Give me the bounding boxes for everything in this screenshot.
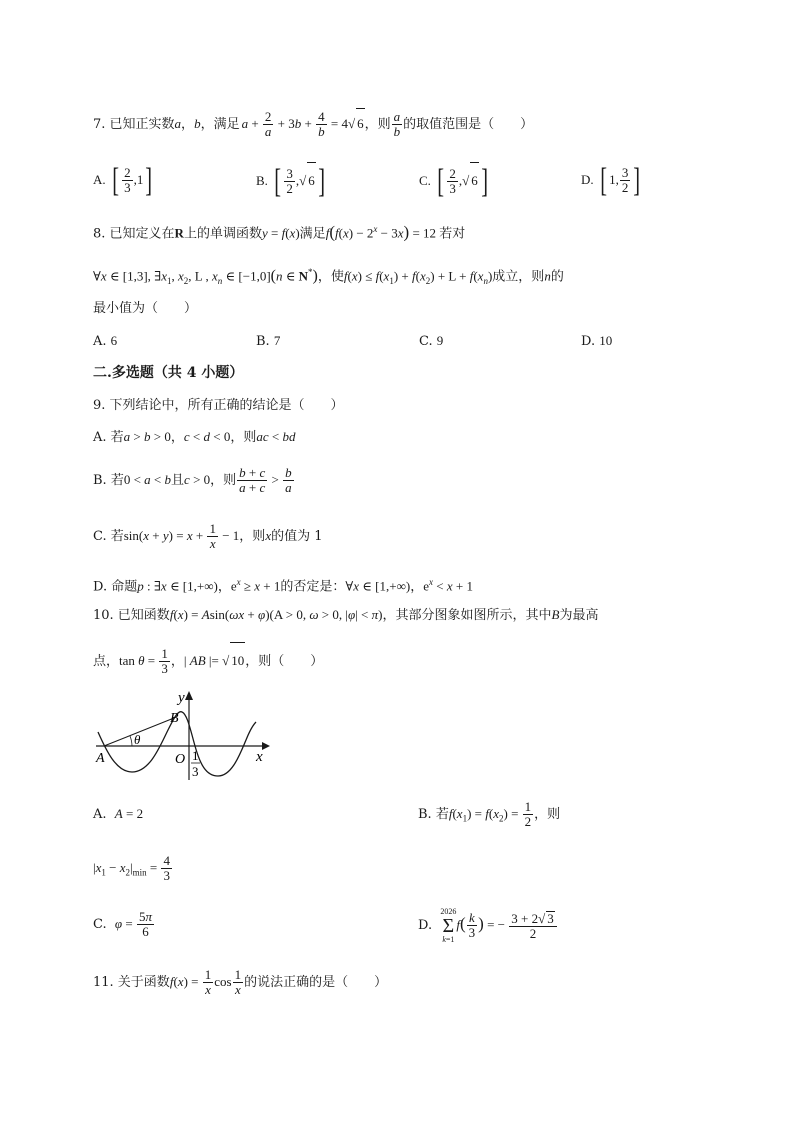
q10-option-b: B. 若$f(x_1) = f(x_2)$ = $\frac{1}{2}$ ，则 — [418, 799, 561, 829]
q10-option-a: A. A = 2 — [93, 806, 144, 822]
q8-line3: 最小值为（ ） — [93, 301, 198, 316]
q8-option-a: A. 6 — [93, 333, 118, 349]
q9-stem: 9. 下列结论中，所有正确的结论是（ ） — [93, 398, 344, 413]
q10-stem: 10. 已知函数f(x) = Asin(ωx + φ)(A > 0, ω > 0, |φ| < π)，其部分图象如图所示，其中B为最高 — [93, 607, 599, 623]
q7-stem: 7. 已知正实数a，b，满足 a + $\frac{2}{a}$ + 3b + $\frac{4}{b}$ = 4√ 6，则 $\frac{a}{b}$ 的取值范围是（ ） — [93, 109, 534, 139]
y-axis-arrow — [185, 691, 193, 700]
q11-stem: 11. 关于函数f(x) = $\frac{1}{x}$ cos $\frac{1}{x}$ 的说法正确的是（ ） — [93, 967, 388, 997]
q8-option-c: C. 9 — [419, 333, 444, 349]
q8-option-d: D. 10 — [581, 333, 613, 349]
q9-option-b: B. 若0 < a < b且c > 0，则 $\frac{b + c}{a + c}$ > $\frac{b}{a}$ — [93, 465, 292, 495]
q7-option-c: C. [ $\frac{2}{3}$ ,√ 6] — [419, 162, 488, 200]
q7-stem-pre: 7. 已知正实数 — [93, 117, 175, 132]
section-heading: 二.多选题（共 4 小题） — [93, 365, 244, 381]
q10-line2: 点，tan θ = $\frac{1}{3}$ ，| AB |= √ 10，则（ ） — [93, 642, 323, 680]
x-axis-arrow — [262, 742, 270, 750]
q10-graph — [92, 688, 272, 782]
q9-option-d: D. 命题p : ∃x ∈ [1,+∞)，$e^x \ge x + 1$的否定是：∀x ∈ [1,+∞)，$e^x < x + 1$ — [93, 577, 473, 595]
theta-arc — [130, 736, 132, 746]
x-label: x — [256, 749, 263, 765]
theta-label: θ — [134, 732, 141, 747]
q10-option-c: C. φ = $\frac{5\pi}{6}$ — [93, 909, 152, 939]
q7-option-b: B. [ $\frac{3}{2}$ ,√ 6] — [256, 162, 325, 200]
q7-stem-mid2: ，则 — [364, 117, 391, 132]
q8-line1: 8. 已知定义在R上的单调函数y = f(x)满足$f(f(x) - 2^x - 3x) = 12$ 若对 — [93, 222, 466, 242]
point-b-label: B — [170, 711, 179, 726]
q7-option-a: A. [ $\frac{2}{3}$ ,1] — [93, 161, 153, 199]
q10-option-d: D. 2026 Σ k=1 f( $\frac{k}{3}$ ) = − $\frac{3 + 2√ 3}{2}$ — [418, 902, 558, 948]
q7-stem-mid1: ，满足 — [200, 117, 240, 132]
y-label: y — [178, 690, 185, 706]
q8-option-b: B. 7 — [256, 333, 281, 349]
tick-denominator: 3 — [192, 764, 199, 779]
q9-option-c: C. 若sin(x + y) = x + $\frac{1}{x}$ − 1，则x的值为 1 — [93, 521, 323, 551]
q9-option-a: A. 若a > b > 0，c < d < 0，则ac < bd — [93, 429, 296, 445]
tick-numerator: 1 — [192, 748, 199, 763]
origin-label: O — [175, 752, 186, 767]
q7-option-d: D. [ 1, $\frac{3}{2}$ ] — [581, 161, 641, 199]
q8-line2: ∀x ∈ [1,3], $\exists x_1$, $x_2$, L , $x_n$ ∈ [−1,0](n ∈ N*)，使$f(x) \le f(x_1) + f(x_2) + L + f(x_n)$成立，则n的 — [93, 267, 564, 286]
q10-option-b-cont: $|x_1 - x_2|_{min}$ = $\frac{4}{3}$ — [93, 853, 170, 883]
q7-stem-end: 的取值范围是（ ） — [403, 117, 534, 132]
point-a-label: A — [96, 751, 105, 766]
